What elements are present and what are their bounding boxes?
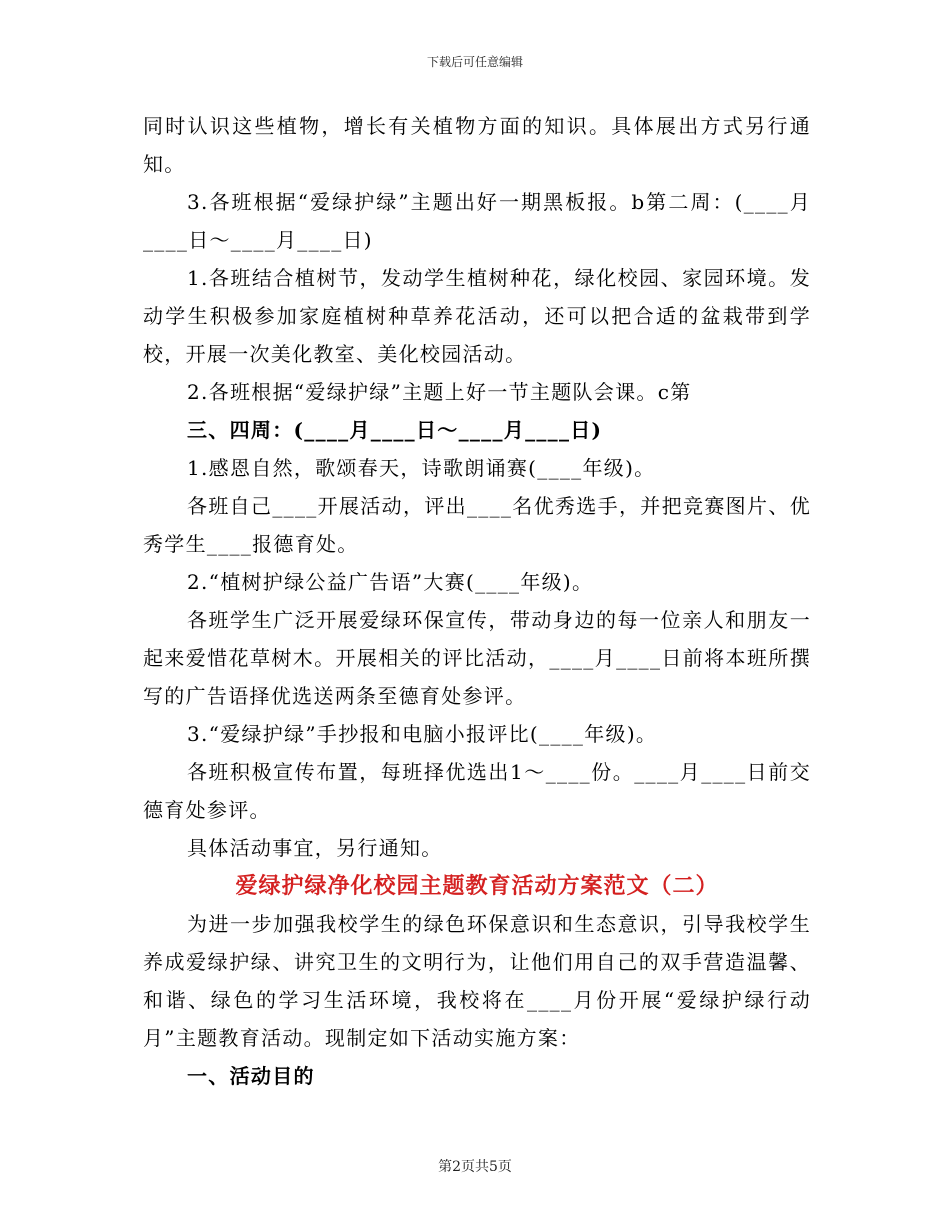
paragraph-newspaper-contest: 3.“爱绿护绿”手抄报和电脑小报评比(____年级)。: [187, 722, 658, 746]
paragraph-notice: 具体活动事宜，另行通知。: [187, 836, 443, 860]
paragraph-intro: 为进一步加强我校学生的绿色环保意识和生态意识，引导我校学生养成爱绿护绿、讲究卫生的文明行为，让他们用自己的双手营造温馨、和谐、绿色的学习生活环境，我校将在____月份开展“爱绿护绿行动月”主题教育活动。现制定如下活动实施方案：: [143, 912, 811, 1050]
section-title: 爱绿护绿净化校园主题教育活动方案范文（二）: [235, 873, 719, 899]
paragraph-newspaper-details: 各班积极宣传布置，每班择优选出1～____份。____月____日前交德育处参评。: [143, 760, 811, 822]
paragraph-continuation: 同时认识这些植物，增长有关植物方面的知识。具体展出方式另行通知。: [143, 114, 811, 176]
paragraph-class-meeting: 2.各班根据“爱绿护绿”主题上好一节主题队会课。c第: [187, 380, 692, 404]
paragraph-slogan-details: 各班学生广泛开展爱绿环保宣传，带动身边的每一位亲人和朋友一起来爱惜花草树木。开展相关的评比活动，____月____日前将本班所撰写的广告语择优选送两条至德育处参评。: [143, 608, 811, 708]
paragraph-poetry-contest: 1.感恩自然，歌颂春天，诗歌朗诵赛(____年级)。: [187, 456, 656, 480]
page-footer: 第2页共5页: [438, 1159, 512, 1175]
heading-activity-purpose: 一、活动目的: [187, 1064, 315, 1088]
heading-weeks-three-four: 三、四周：(____月____日～____月____日): [187, 418, 603, 442]
paragraph-slogan-contest: 2.“植树护绿公益广告语”大赛(____年级)。: [187, 570, 594, 594]
paragraph-tree-planting: 1.各班结合植树节，发动学生植树种花，绿化校园、家园环境。发动学生积极参加家庭植树种草养花活动，还可以把合适的盆栽带到学校，开展一次美化教室、美化校园活动。: [143, 266, 811, 366]
paragraph-blackboard: 3.各班根据“爱绿护绿”主题出好一期黑板报。b第二周：(____月____日～____月____日): [143, 190, 811, 252]
page-header: 下载后可任意编辑: [426, 55, 523, 69]
document-body: [143, 107, 811, 1095]
paragraph-poetry-details: 各班自己____开展活动，评出____名优秀选手，并把竞赛图片、优秀学生____报德育处。: [143, 494, 811, 556]
